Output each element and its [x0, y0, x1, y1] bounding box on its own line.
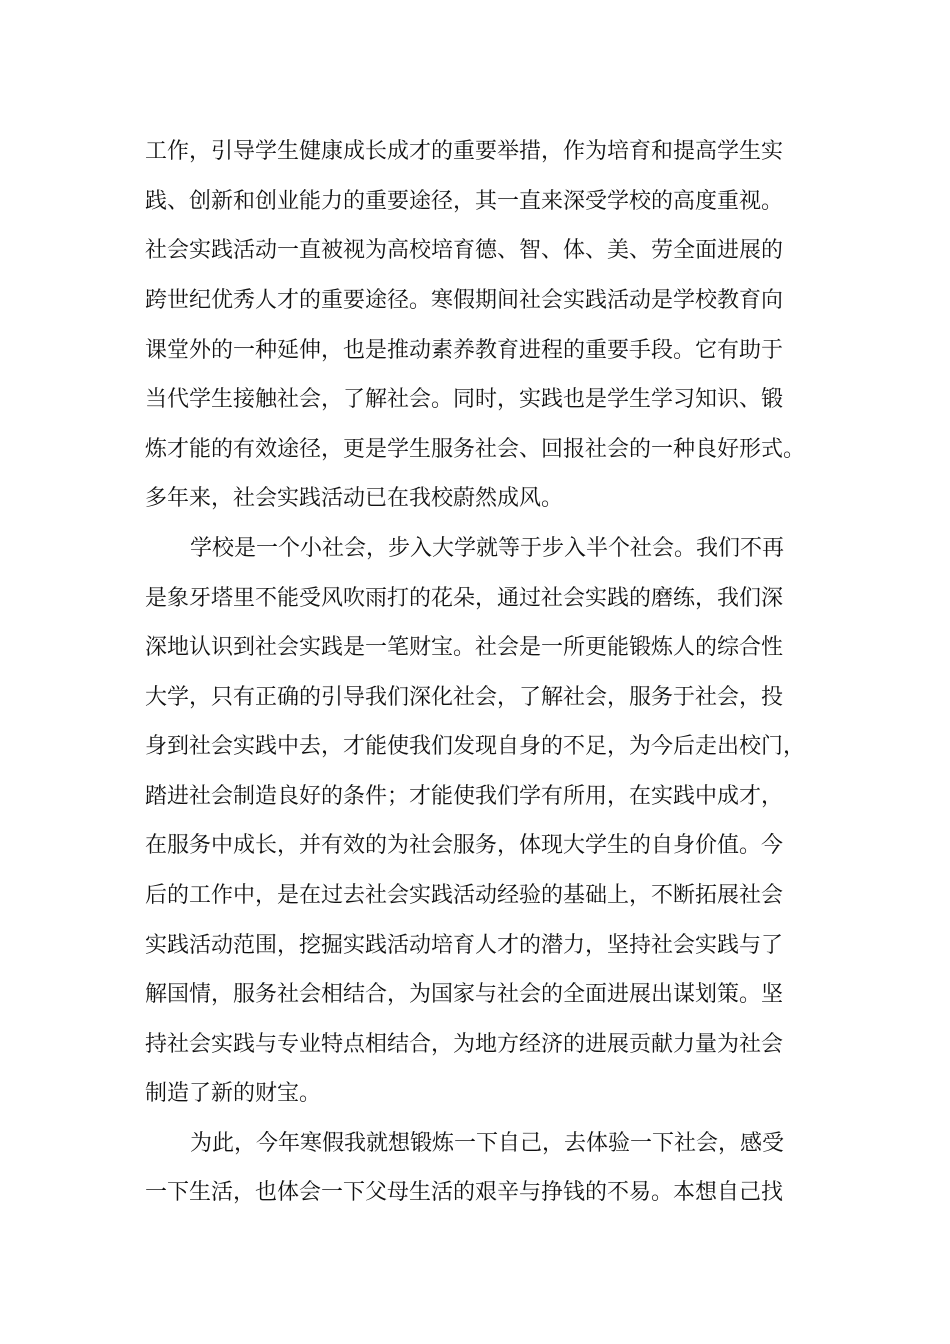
- text-line: 实践活动范围，挖掘实践活动培育人才的潜力，坚持社会实践与了: [145, 933, 784, 958]
- text-line: 炼才能的有效途径，更是学生服务社会、回报社会的一种良好形式。: [145, 437, 806, 462]
- text-line: 跨世纪优秀人才的重要途径。寒假期间社会实践活动是学校教育向: [145, 288, 784, 313]
- text-line: 持社会实践与专业特点相结合，为地方经济的进展贡献力量为社会: [145, 1032, 784, 1057]
- text-line: 大学，只有正确的引导我们深化社会，了解社会，服务于社会，投: [145, 685, 784, 710]
- text-line: 深地认识到社会实践是一笔财宝。社会是一所更能锻炼人的综合性: [145, 635, 784, 660]
- text-line: 为此，今年寒假我就想锻炼一下自己，去体验一下社会，感受: [190, 1131, 785, 1156]
- text-line: 社会实践活动一直被视为高校培育德、智、体、美、劳全面进展的: [145, 238, 784, 263]
- text-line: 后的工作中，是在过去社会实践活动经验的基础上，不断拓展社会: [145, 883, 784, 908]
- text-line: 解国情，服务社会相结合，为国家与社会的全面进展出谋划策。坚: [145, 982, 784, 1007]
- text-line: 是象牙塔里不能受风吹雨打的花朵，通过社会实践的磨练，我们深: [145, 586, 784, 611]
- text-line: 当代学生接触社会，了解社会。同时，实践也是学生学习知识、锻: [145, 387, 784, 412]
- text-line: 一下生活，也体会一下父母生活的艰辛与挣钱的不易。本想自己找: [145, 1180, 784, 1205]
- text-line: 学校是一个小社会，步入大学就等于步入半个社会。我们不再: [190, 536, 785, 561]
- text-line: 多年来，社会实践活动已在我校蔚然成风。: [145, 486, 564, 511]
- text-line: 课堂外的一种延伸，也是推动素养教育进程的重要手段。它有助于: [145, 338, 784, 363]
- text-line: 身到社会实践中去，才能使我们发现自身的不足，为今后走出校门，: [145, 734, 806, 759]
- text-line: 制造了新的财宝。: [145, 1081, 322, 1106]
- text-line: 踏进社会制造良好的条件；才能使我们学有所用，在实践中成才，: [145, 784, 784, 809]
- text-line: 工作，引导学生健康成长成才的重要举措，作为培育和提高学生实: [145, 139, 784, 164]
- text-line: 在服务中成长，并有效的为社会服务，体现大学生的自身价值。今: [145, 833, 784, 858]
- text-line: 践、创新和创业能力的重要途径，其一直来深受学校的高度重视。: [145, 189, 784, 214]
